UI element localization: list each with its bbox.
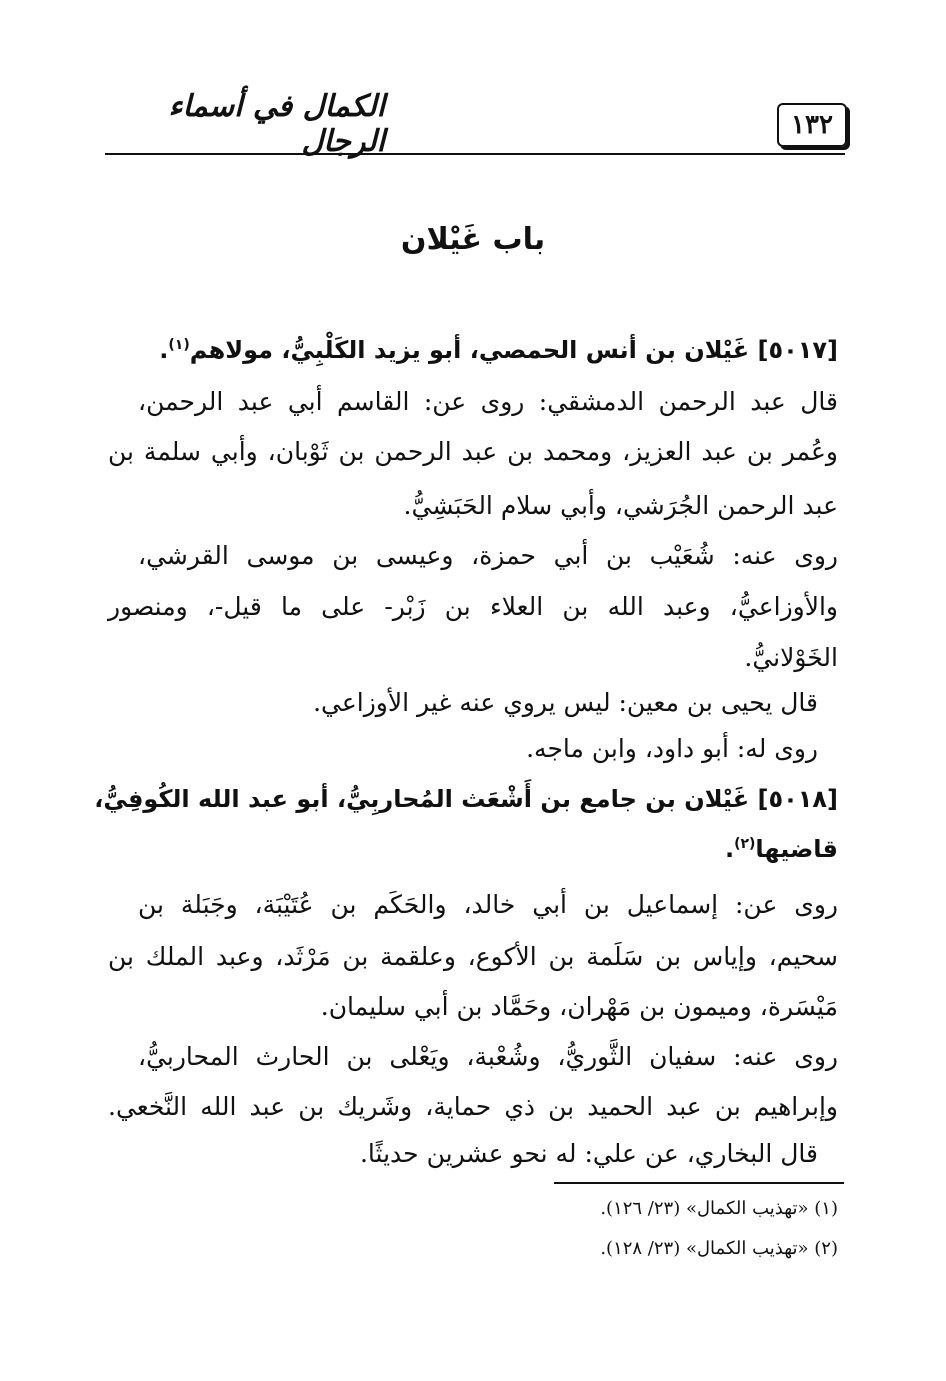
body-line: قال عبد الرحمن الدمشقي: روى عن: القاسم أبي عبد الرحمن، bbox=[138, 387, 838, 416]
body-line: الخَوْلانيُّ. bbox=[744, 643, 838, 672]
entry-heading-text: [٥٠١٧] غَيْلان بن أنس الحمصي، أبو يزيد الكَلْبِيُّ، مولاهم bbox=[189, 336, 838, 364]
body-line: عبد الرحمن الجُرَشي، وأبي سلام الحَبَشِيُّ. bbox=[403, 491, 838, 520]
entry-heading-end: . bbox=[724, 835, 735, 863]
body-line: وإبراهيم بن عبد الحميد بن ذي حماية، وشَريك بن عبد الله النَّخعي. bbox=[108, 1092, 838, 1121]
section-title: باب غَيْلان bbox=[400, 222, 546, 257]
body-line: قال يحيى بن معين: ليس يروي عنه غير الأوزاعي. bbox=[313, 688, 818, 717]
footnote-2: (٢) «تهذيب الكمال» (٢٣/ ١٢٨). bbox=[600, 1238, 838, 1259]
entry-heading-5018-cont bbox=[108, 829, 838, 869]
entry-heading-end: . bbox=[159, 336, 169, 364]
header-divider bbox=[105, 153, 845, 155]
page-number: ١٣٢ bbox=[777, 103, 847, 147]
body-line: مَيْسَرة، وميمون بن مَهْران، وحَمَّاد بن أبي سليمان. bbox=[320, 992, 838, 1021]
body-line: روى عنه: سفيان الثَّوريُّ، وشُعْبة، ويَعْلى بن الحارث المحاربيُّ، bbox=[138, 1042, 838, 1071]
body-line: سحيم، وإياس بن سَلَمة بن الأكوع، وعلقمة بن مَرْثَد، وعبد الملك بن bbox=[108, 942, 838, 971]
entry-heading-text: قاضيها bbox=[755, 835, 838, 863]
body-line: قال البخاري، عن علي: له نحو عشرين حديثًا. bbox=[359, 1139, 818, 1168]
entry-heading-5018: [٥٠١٨] غَيْلان بن جامع بن أَشْعَث المُحاربِيُّ، أبو عبد الله الكُوفِيُّ، bbox=[94, 785, 838, 813]
entry-heading-5017 bbox=[108, 330, 838, 370]
footnote-1: (١) «تهذيب الكمال» (٢٣/ ١٢٦). bbox=[600, 1198, 838, 1219]
footnote-divider bbox=[554, 1182, 844, 1184]
body-line: والأوزاعيُّ، وعبد الله بن العلاء بن زَبْر- على ما قيل-، ومنصور bbox=[108, 592, 838, 621]
body-line: روى عنه: شُعَيْب بن أبي حمزة، وعيسى بن موسى القرشي، bbox=[138, 541, 838, 570]
body-line: روى عن: إسماعيل بن أبي خالد، والحَكَم بن عُتَيْبَة، وجَبَلة بن bbox=[138, 890, 838, 919]
body-line: روى له: أبو داود، وابن ماجه. bbox=[526, 734, 818, 763]
running-title: الكمال في أسماء الرجال bbox=[168, 89, 385, 159]
footnote-ref: (١) bbox=[168, 337, 190, 353]
body-line: وعُمر بن عبد العزيز، ومحمد بن عبد الرحمن بن ثَوْبان، وأبي سلمة بن bbox=[108, 437, 838, 466]
footnote-ref: (٢) bbox=[734, 836, 756, 852]
